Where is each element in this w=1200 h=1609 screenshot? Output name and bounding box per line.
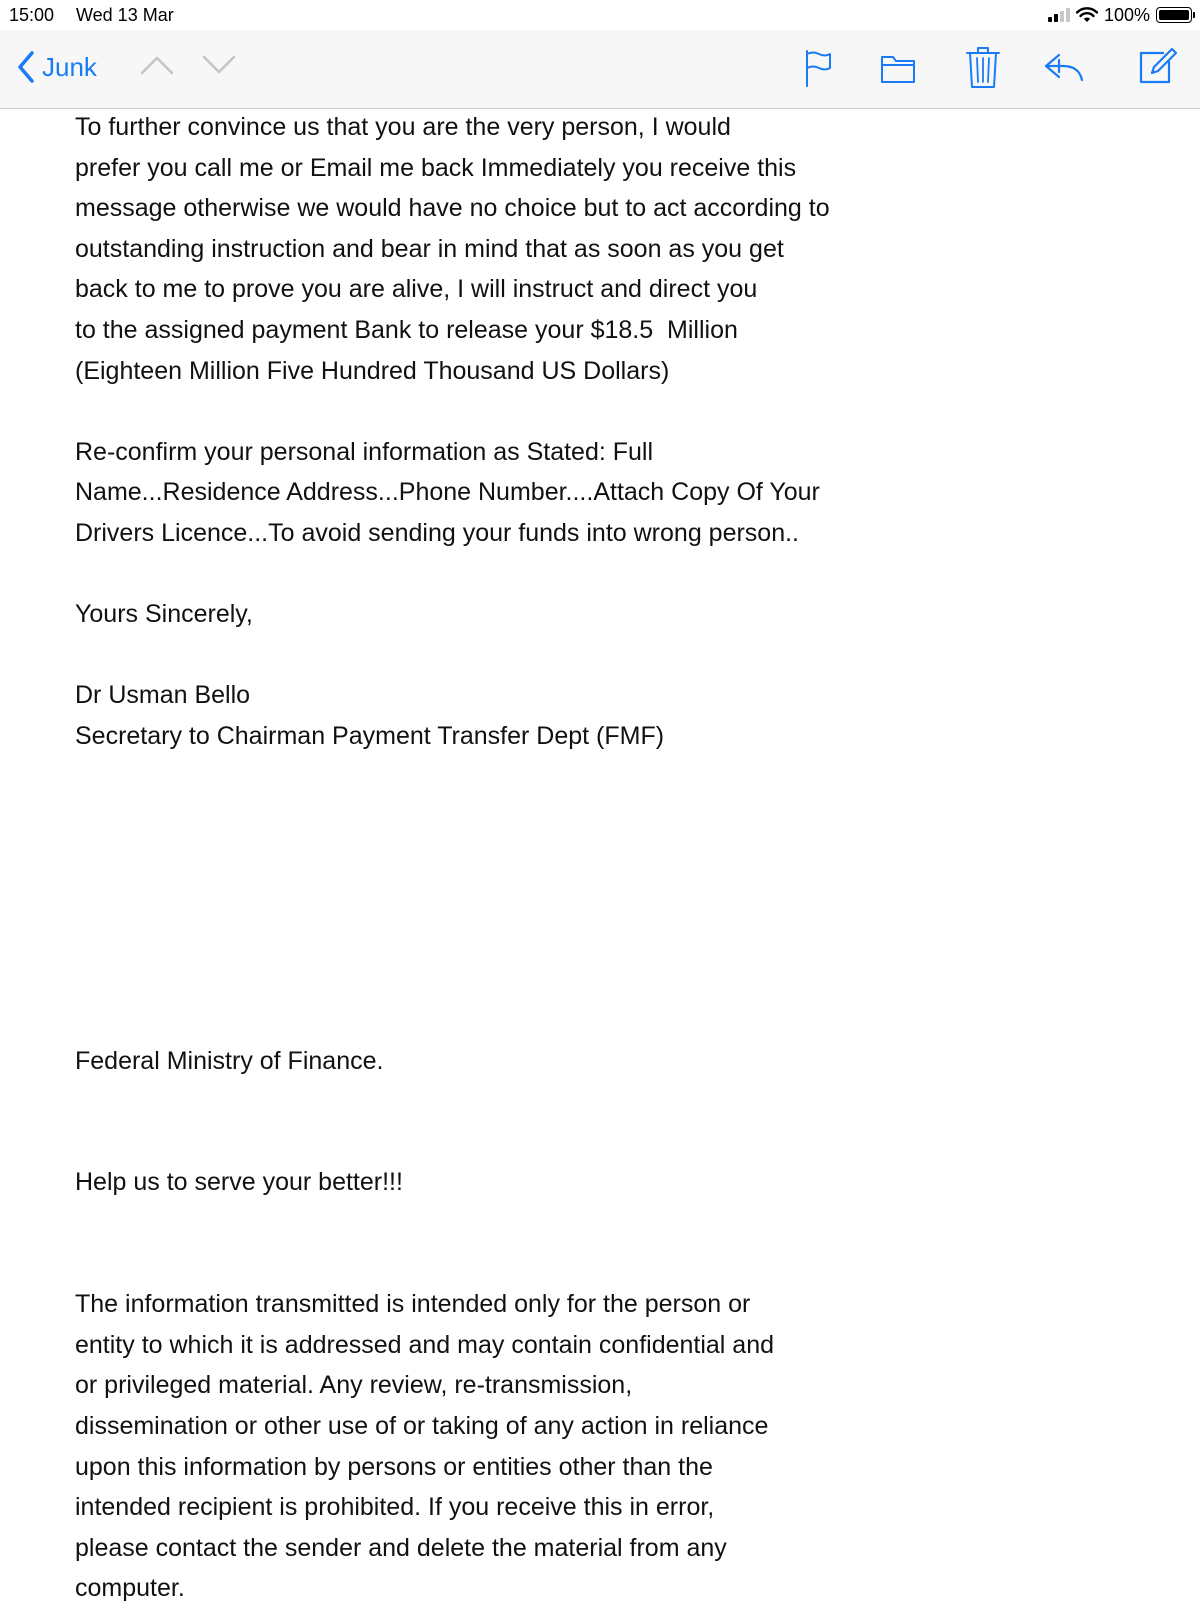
email-line bbox=[75, 1122, 1075, 1163]
email-line bbox=[75, 919, 1075, 960]
disclaimer-line: upon this information by persons or entities other than the bbox=[75, 1452, 713, 1481]
email-line bbox=[75, 1244, 1075, 1285]
status-date: Wed 13 Mar bbox=[76, 5, 174, 25]
email-body bbox=[75, 107, 1075, 1609]
email-closing: Yours Sincerely, bbox=[75, 600, 253, 629]
email-line bbox=[75, 635, 1075, 676]
email-line bbox=[75, 959, 1075, 1000]
email-line: back to me to prove you are alive, I will instruct and direct you bbox=[75, 275, 758, 304]
disclaimer-line: or privileged material. Any review, re-transmission, bbox=[75, 1371, 633, 1400]
message-navigation bbox=[140, 54, 236, 76]
email-line: message otherwise we would have no choice but to act according to bbox=[75, 194, 830, 223]
email-line: Re-confirm your personal information as Stated: Full bbox=[75, 437, 654, 466]
back-label: Junk bbox=[42, 51, 97, 82]
email-line bbox=[75, 554, 1075, 595]
wifi-icon bbox=[1076, 7, 1098, 23]
email-line bbox=[75, 391, 1075, 432]
email-line bbox=[75, 1000, 1075, 1041]
sender-organization: Federal Ministry of Finance. bbox=[75, 1046, 384, 1075]
email-line bbox=[75, 797, 1075, 838]
trash-icon[interactable] bbox=[966, 44, 1000, 90]
sender-name: Dr Usman Bello bbox=[75, 681, 251, 710]
disclaimer-line: The information transmitted is intended only for the person or bbox=[75, 1290, 751, 1319]
flag-icon[interactable] bbox=[803, 48, 833, 88]
status-bar bbox=[0, 0, 1200, 30]
battery-icon bbox=[1156, 7, 1192, 23]
disclaimer-line: dissemination or other use of or taking of any action in reliance bbox=[75, 1412, 769, 1440]
email-line: To further convince us that you are the very person, I would bbox=[75, 113, 731, 141]
disclaimer-line: please contact the sender and delete the material from any bbox=[75, 1533, 727, 1562]
email-line: Name...Residence Address...Phone Number....Attach Copy Of Your bbox=[75, 478, 820, 507]
status-time: 15:00 bbox=[9, 5, 55, 25]
email-line: (Eighteen Million Five Hundred Thousand US Dollars) bbox=[75, 356, 670, 385]
email-line bbox=[75, 1081, 1075, 1122]
email-line bbox=[75, 878, 1075, 919]
battery-percentage: 100% bbox=[1103, 4, 1150, 25]
cellular-signal-icon bbox=[1048, 8, 1070, 22]
chevron-up-icon[interactable] bbox=[140, 54, 174, 76]
chevron-down-icon[interactable] bbox=[202, 54, 236, 76]
mail-toolbar bbox=[0, 30, 1200, 109]
email-line: prefer you call me or Email me back Immediately you receive this bbox=[75, 153, 797, 182]
email-line: outstanding instruction and bear in mind that as soon as you get bbox=[75, 234, 784, 263]
email-line: to the assigned payment Bank to release your $18.5 Million bbox=[75, 315, 738, 344]
reply-icon[interactable] bbox=[1043, 52, 1085, 82]
disclaimer-line: intended recipient is prohibited. If you receive this in error, bbox=[75, 1493, 715, 1522]
disclaimer-line: computer. bbox=[75, 1574, 185, 1603]
folder-icon[interactable] bbox=[880, 48, 916, 88]
email-line bbox=[75, 757, 1075, 798]
compose-icon[interactable] bbox=[1138, 46, 1178, 86]
back-to-junk-button[interactable] bbox=[16, 50, 97, 84]
sender-title: Secretary to Chairman Payment Transfer Dept (FMF) bbox=[75, 721, 665, 750]
email-tagline: Help us to serve your better!!! bbox=[75, 1168, 403, 1197]
chevron-left-icon bbox=[16, 50, 36, 84]
email-line bbox=[75, 1203, 1075, 1244]
status-indicators bbox=[1048, 4, 1192, 26]
disclaimer-line: entity to which it is addressed and may contain confidential and bbox=[75, 1330, 775, 1359]
email-line bbox=[75, 838, 1075, 879]
email-line: Drivers Licence...To avoid sending your funds into wrong person.. bbox=[75, 518, 799, 547]
